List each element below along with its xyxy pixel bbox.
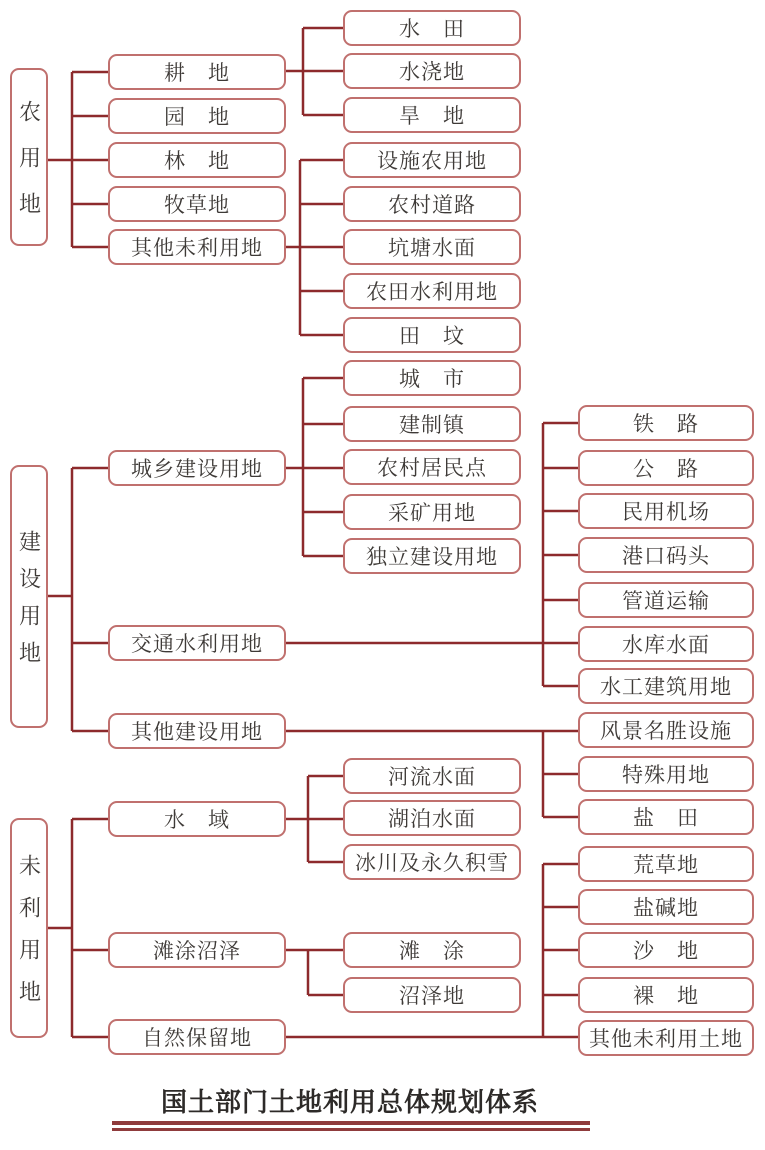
node-salt-field: 盐 田	[578, 799, 754, 835]
node-field-ridge: 田 坟	[343, 317, 521, 353]
node-agricultural-land	[10, 68, 48, 246]
node-civil-airport: 民用机场	[578, 493, 754, 529]
node-label: 未利用地	[16, 854, 42, 1022]
node-forest-land: 林 地	[108, 142, 286, 178]
node-rural-road: 农村道路	[343, 186, 521, 222]
node-other-unused-land: 其他未利用土地	[578, 1020, 754, 1056]
node-cultivated-land: 耕 地	[108, 54, 286, 90]
node-highway: 公 路	[578, 450, 754, 486]
node-tidal-flat-swamp: 滩涂沼泽	[108, 932, 286, 968]
node-organized-town: 建制镇	[343, 406, 521, 442]
node-tidal-flat: 滩 涂	[343, 932, 521, 968]
node-natural-reserve-land: 自然保留地	[108, 1019, 286, 1055]
node-facility-agricultural-land: 设施农用地	[343, 142, 521, 178]
node-river-water: 河流水面	[343, 758, 521, 794]
node-sandy-land: 沙 地	[578, 932, 754, 968]
node-bare-land: 裸 地	[578, 977, 754, 1013]
node-transport-water-land: 交通水利用地	[108, 625, 286, 661]
node-garden-land: 园 地	[108, 98, 286, 134]
node-label: 建设用地	[16, 530, 42, 678]
node-hydraulic-structure-land: 水工建筑用地	[578, 668, 754, 704]
title-underline-top	[112, 1121, 590, 1125]
node-pasture-land: 牧草地	[108, 186, 286, 222]
node-saline-alkali-land: 盐碱地	[578, 889, 754, 925]
node-swamp-land: 沼泽地	[343, 977, 521, 1013]
node-other-construction-land: 其他建设用地	[108, 713, 286, 749]
node-pond-water: 坑塘水面	[343, 229, 521, 265]
node-railway: 铁 路	[578, 405, 754, 441]
node-irrigated-land: 水浇地	[343, 53, 521, 89]
node-paddy-field: 水 田	[343, 10, 521, 46]
node-water-area: 水 域	[108, 801, 286, 837]
node-pipeline-transport: 管道运输	[578, 582, 754, 618]
node-port-wharf: 港口码头	[578, 537, 754, 573]
connector-path	[48, 28, 578, 1037]
node-urban-rural-construction-land: 城乡建设用地	[108, 450, 286, 486]
title-underline-bottom	[112, 1128, 590, 1131]
node-lake-water: 湖泊水面	[343, 800, 521, 836]
node-rural-settlement: 农村居民点	[343, 449, 521, 485]
node-city: 城 市	[343, 360, 521, 396]
node-glacier-permanent-snow: 冰川及永久积雪	[343, 844, 521, 880]
node-unused-land	[10, 818, 48, 1038]
node-label: 农用地	[16, 100, 42, 238]
node-reservoir-water: 水库水面	[578, 626, 754, 662]
node-dry-land: 旱 地	[343, 97, 521, 133]
node-mining-land: 采矿用地	[343, 494, 521, 530]
node-independent-construction-land: 独立建设用地	[343, 538, 521, 574]
diagram-title: 国土部门土地利用总体规划体系	[160, 1087, 539, 1117]
node-construction-land	[10, 465, 48, 728]
node-farmland-irrigation-land: 农田水利用地	[343, 273, 521, 309]
node-special-land: 特殊用地	[578, 756, 754, 792]
node-scenic-facility: 风景名胜设施	[578, 712, 754, 748]
node-wild-grassland: 荒草地	[578, 846, 754, 882]
node-other-agricultural-land: 其他未利用地	[108, 229, 286, 265]
